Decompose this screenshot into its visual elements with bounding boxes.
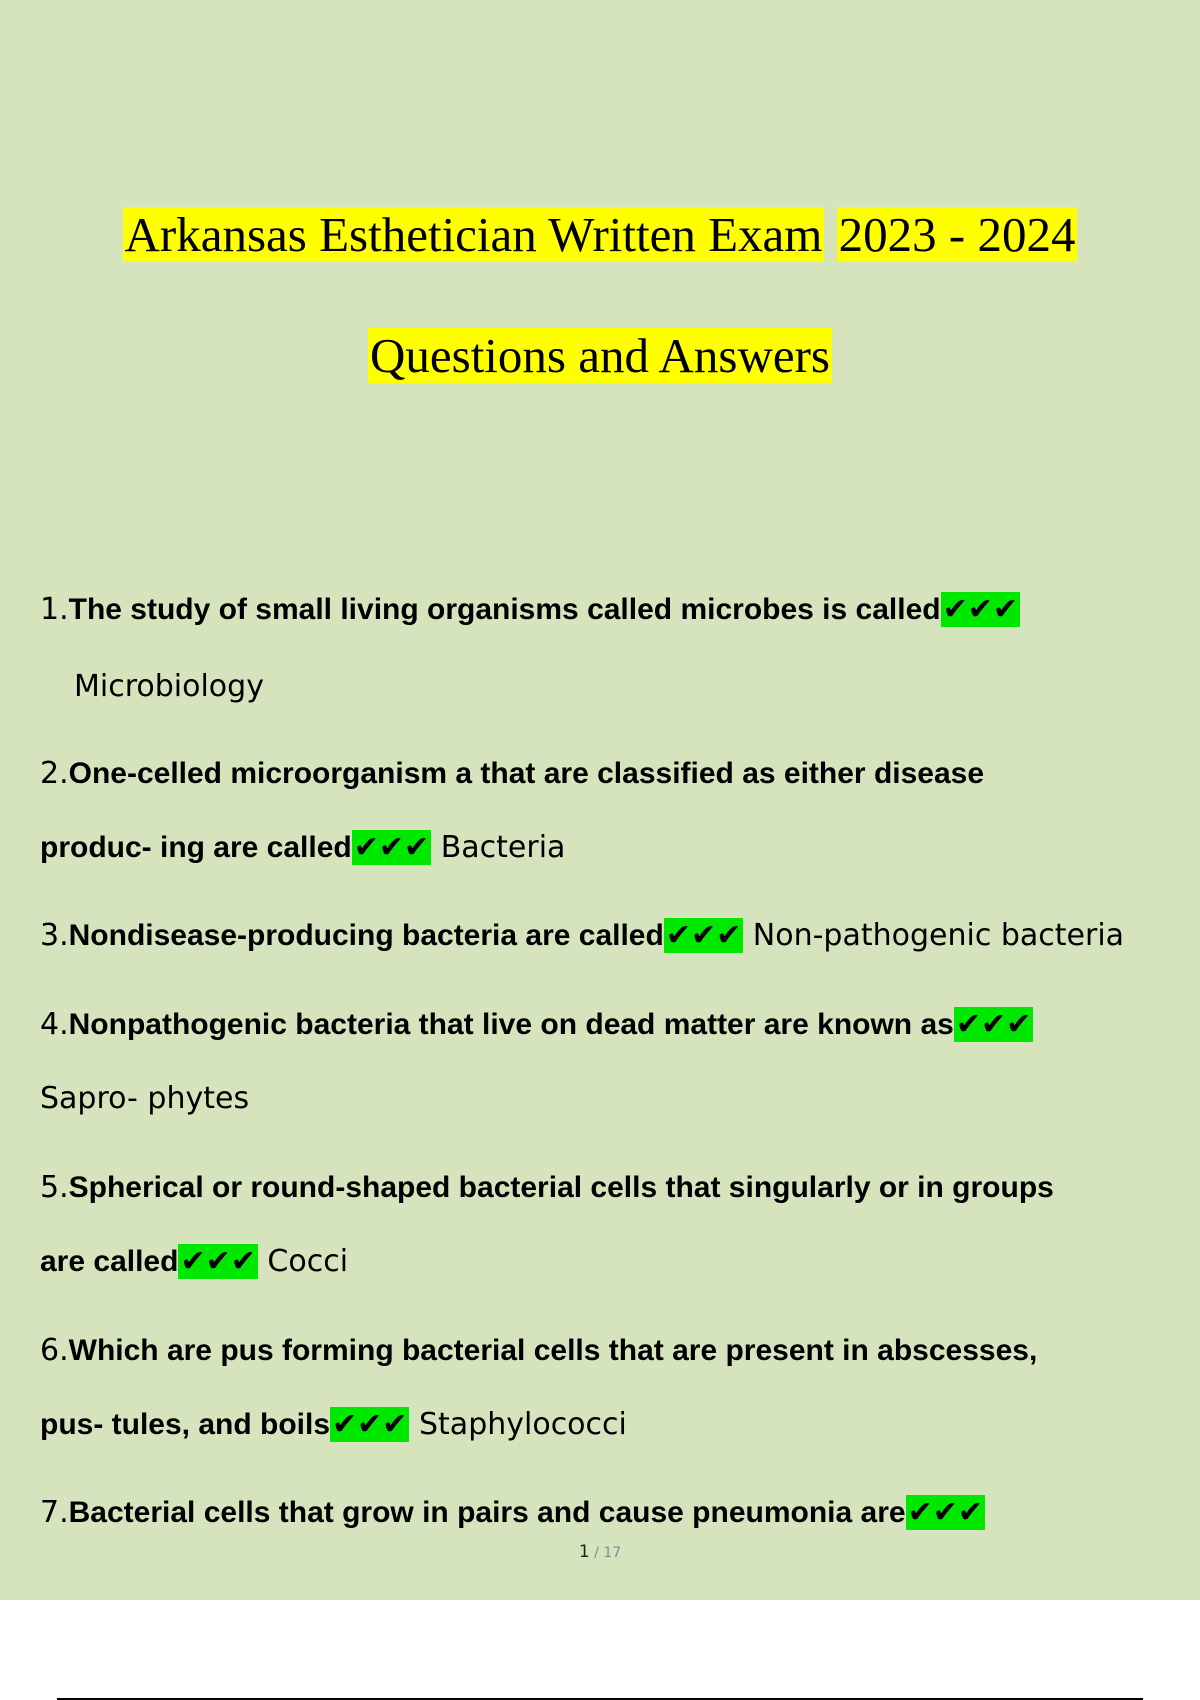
title-line1-part2: 2023 - 2024	[838, 207, 1076, 262]
page-indicator	[0, 1542, 1200, 1562]
answer-text: Sapro- phytes	[40, 1081, 250, 1116]
question-5-cont	[40, 1244, 348, 1279]
question-text: The study of small living organisms called microbes is called	[68, 593, 941, 626]
check-mark-icon: ✔✔✔	[332, 1407, 408, 1442]
question-6-cont	[40, 1407, 627, 1442]
answer-text: Microbiology	[74, 669, 264, 704]
check-mark-icon: ✔✔✔	[353, 830, 430, 865]
check-mark-icon: ✔✔✔	[907, 1495, 983, 1530]
question-text: One-celled microorganism a that are classified as either disease	[68, 757, 985, 790]
question-number: 1.	[40, 592, 69, 627]
question-text: produc- ing are called	[40, 831, 352, 864]
answer-text: Non-pathogenic bacteria	[752, 918, 1125, 953]
check-mark-icon: ✔✔✔	[942, 592, 1018, 627]
question-3	[40, 918, 1124, 953]
page-separator: /	[589, 1545, 604, 1561]
question-number: 3.	[40, 918, 69, 953]
question-number: 6.	[40, 1333, 69, 1368]
question-number: 4.	[40, 1007, 69, 1042]
question-number: 7.	[40, 1495, 69, 1530]
question-5	[40, 1170, 1054, 1205]
document-subtitle	[0, 327, 1200, 385]
answer-4	[40, 1081, 249, 1116]
answer-1	[74, 669, 264, 704]
answer-text: Staphylococci	[419, 1407, 627, 1442]
answer-text: Bacteria	[440, 830, 566, 865]
question-4	[40, 1007, 1033, 1042]
check-mark-icon: ✔✔✔	[180, 1244, 256, 1279]
document-title	[0, 206, 1200, 264]
question-text: are called	[40, 1245, 179, 1278]
question-2	[40, 756, 984, 791]
question-text: pus- tules, and boils	[40, 1408, 331, 1441]
question-number: 5.	[40, 1170, 69, 1205]
question-6	[40, 1333, 1037, 1368]
current-page: 1	[578, 1542, 590, 1562]
question-7	[40, 1495, 985, 1530]
question-number: 2.	[40, 756, 69, 791]
question-text: Nondisease-producing bacteria are called	[68, 919, 664, 952]
question-text: Spherical or round-shaped bacterial cells that singularly or in groups	[68, 1171, 1054, 1204]
title-line2: Questions and Answers	[369, 328, 831, 383]
title-line1-part1: Arkansas Esthetician Written Exam	[124, 207, 823, 262]
question-text: Bacterial cells that grow in pairs and cause pneumonia are	[68, 1496, 906, 1529]
answer-text: Cocci	[267, 1244, 349, 1279]
total-pages: 17	[603, 1545, 622, 1561]
question-text: Nonpathogenic bacteria that live on dead matter are known as	[68, 1008, 954, 1041]
question-1	[40, 592, 1020, 627]
question-text: Which are pus forming bacterial cells that are present in abscesses,	[68, 1334, 1038, 1367]
check-mark-icon: ✔✔✔	[955, 1007, 1032, 1042]
question-2-cont	[40, 830, 565, 865]
check-mark-icon: ✔✔✔	[665, 918, 742, 953]
